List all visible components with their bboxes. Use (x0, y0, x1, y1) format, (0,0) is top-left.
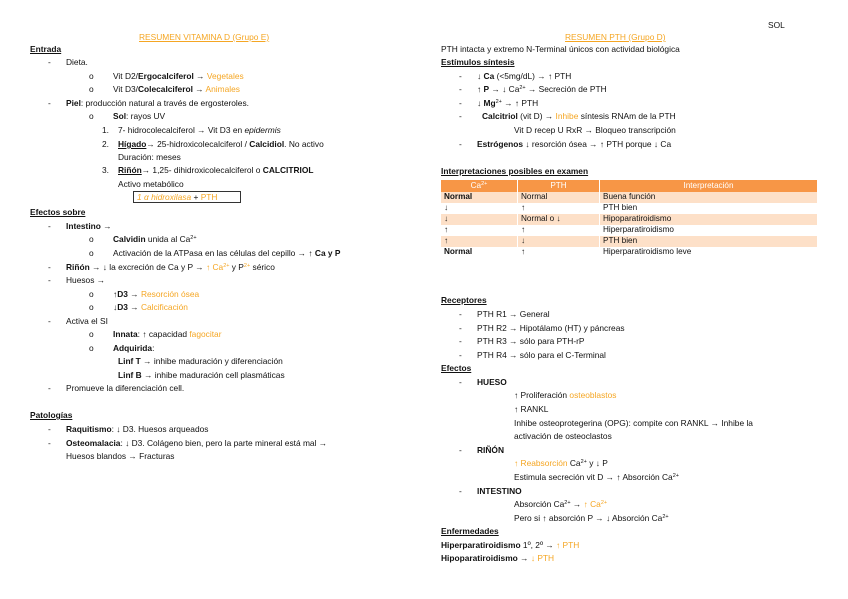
step-number: 2. (102, 139, 109, 149)
dash: - (459, 336, 462, 346)
estimulo-p: ↑ P → ↓ $Ca^{2+}$ → Secreción de PTH (477, 84, 607, 94)
step-number: 3. (102, 165, 109, 175)
atpasa-line: Activación de la ATPasa en las células del cepillo → ↑ Ca y P (113, 248, 341, 258)
step2-duration: Duración: meses (118, 152, 181, 162)
col-ca: $Ca^{2+}$ (441, 180, 518, 192)
rinon-reabsorcion: ↑ Reabsorción $Ca^{2+}$ y ↓ P (514, 458, 608, 468)
dash: - (48, 316, 51, 326)
bullet-o: o (89, 329, 94, 339)
intestino-line: Intestino → (66, 221, 112, 231)
efectos-heading: Efectos sobre (30, 207, 86, 217)
estimulo-ca: ↓ Ca (<5mg/dL) → ↑ PTH (477, 71, 572, 81)
entrada-heading: Entrada (30, 44, 62, 54)
promueve-line: Promueve la diferenciación cell. (66, 383, 185, 393)
interp-table (441, 180, 818, 258)
hiper-line: Hiperparatiroidismo 1º, 2º → ↑ PTH (441, 540, 580, 550)
dash: - (459, 323, 462, 333)
intestino-absorcion-p: Pero si ↑ absorción P → ↓ Absorción $Ca^{2+}$ (514, 513, 669, 523)
rinon-label: RIÑÓN (477, 445, 504, 455)
hidroxilasa-box: 1 α hidroxilasa + PTH (133, 191, 241, 203)
osteomalacia-line2: Huesos blandos → Fracturas (66, 451, 175, 461)
vitd2-line: Vit D2/Ergocalciferol → Vegetales (113, 71, 244, 81)
step-number: 1. (102, 125, 109, 135)
vitd-title: RESUMEN VITAMINA D (Grupo E) (139, 32, 270, 42)
dieta-text: Dieta. (66, 57, 88, 67)
vitd3-line: Vit D3/Colecalciferol → Animales (113, 84, 240, 94)
hueso-label: HUESO (477, 377, 507, 387)
bullet-o: o (89, 302, 94, 312)
bullet-o: o (89, 343, 94, 353)
huesos-line: Huesos → (66, 275, 106, 285)
hueso-rankl: ↑ RANKL (514, 404, 549, 414)
intestino-absorcion: Absorción $Ca^{2+}$ → ↑ $Ca^{2+}$ (514, 499, 608, 509)
bullet-o: o (89, 111, 94, 121)
estimulo-calcitriol-2: Vit D recep U RxR → Bloqueo transcripción (514, 125, 676, 135)
dash: - (459, 309, 462, 319)
receptores-heading: Receptores (441, 295, 487, 305)
step3-activo: Activo metabólico (118, 179, 184, 189)
hipo-line: Hipoparatiroidismo → ↓ PTH (441, 553, 555, 563)
dash: - (459, 377, 462, 387)
efectos-pth-heading: Efectos (441, 363, 472, 373)
piel-line: Piel: producción natural a través de ergosteroles. (66, 98, 249, 108)
table-row: ↑ ↑ Hiperparatiroidismo (441, 225, 818, 236)
pth-intro: PTH intacta y extremo N-Terminal únicos con actividad biológica (441, 44, 680, 54)
huesos-down-line: ↓D3 → Calcificación (113, 302, 188, 312)
bullet-o: o (89, 248, 94, 258)
hueso-opg-2: activación de osteoclastos (514, 431, 612, 441)
step3-line: Riñón→ 1,25- dihidroxicolecalciferol o CALCITRIOL (118, 165, 314, 175)
dash: - (48, 221, 51, 231)
patologias-heading: Patologías (30, 410, 73, 420)
table-row: Normal Normal Buena función (441, 192, 818, 203)
estimulo-estrogenos: Estrógenos ↓ resorción ósea → ↑ PTH porque ↓ Ca (477, 139, 672, 149)
table-row: Normal ↑ Hiperparatiroidismo leve (441, 247, 818, 258)
dash: - (48, 383, 51, 393)
rinon-line: Riñón → ↓ la excreción de Ca y P → ↑ $Ca^{2+}$ y $P^{2+}$ sérico (66, 262, 275, 272)
dash: - (459, 84, 462, 94)
col-interp: Interpretación (600, 180, 818, 192)
dash: - (48, 438, 51, 448)
hueso-opg: Inhibe osteoprotegerina (OPG): compite con RANKL → Inhibe la (514, 418, 753, 428)
linft-line: Linf T → inhibe maduración y diferenciación (118, 356, 283, 366)
receptor-r3: PTH R3 → sólo para PTH-rP (477, 336, 585, 346)
table-row: ↓ ↑ PTH bien (441, 203, 818, 214)
step1-line: 7- hidrocolecalciferol → Vit D3 en epidermis (118, 125, 281, 135)
rinon-vitd: Estimula secreción vit D → ↑ Absorción $Ca^{2+}$ (514, 472, 679, 482)
step2-line: Hígado→ 25-hidroxicolecalciferol / Calcidiol. No activo (118, 139, 324, 149)
dash: - (459, 350, 462, 360)
estimulo-mg: ↓ $Mg^{2+}$ → ↑ PTH (477, 98, 539, 108)
corner-label: SOL (768, 20, 785, 30)
bullet-o: o (89, 84, 94, 94)
innata-line: Innata: ↑ capacidad fagocitar (113, 329, 222, 339)
adquirida-line: Adquirida: (113, 343, 155, 353)
pth-title: RESUMEN PTH (Grupo D) (565, 32, 666, 42)
osteomalacia-line: Osteomalacia: ↓ D3. Colágeno bien, pero la parte mineral está mal → (66, 438, 328, 448)
bullet-o: o (89, 234, 94, 244)
si-line: Activa el SI (66, 316, 108, 326)
dash: - (48, 98, 51, 108)
calvidin-line: Calvidin unida al $Ca^{2+}$ (113, 234, 197, 244)
estimulo-calcitriol: Calcitriol (vit D) → Inhibe síntesis RNAm de la PTH (482, 111, 676, 121)
receptor-r2: PTH R2 → Hipotálamo (HT) y páncreas (477, 323, 625, 333)
interp-heading: Interpretaciones posibles en examen (441, 166, 589, 176)
table-row: ↓ Normal o ↓ Hipoparatiroidismo (441, 214, 818, 225)
dash: - (48, 57, 51, 67)
receptor-r1: PTH R1 → General (477, 309, 550, 319)
dash: - (48, 262, 51, 272)
interp-header-row (441, 180, 818, 192)
dash: - (459, 139, 462, 149)
dash: - (48, 275, 51, 285)
bullet-o: o (89, 71, 94, 81)
sol-line: Sol: rayos UV (113, 111, 166, 121)
receptor-r4: PTH R4 → sólo para el C-Terminal (477, 350, 606, 360)
dash: - (459, 445, 462, 455)
intestino-label: INTESTINO (477, 486, 522, 496)
col-pth: PTH (518, 180, 600, 192)
enfermedades-heading: Enfermedades (441, 526, 499, 536)
estimulos-heading: Estímulos síntesis (441, 57, 515, 67)
dash: - (459, 71, 462, 81)
huesos-up-line: ↑D3 → Resorción ósea (113, 289, 200, 299)
linfb-line: Linf B → inhibe maduración cell plasmáticas (118, 370, 285, 380)
raquitismo-line: Raquitismo: ↓ D3. Huesos arqueados (66, 424, 209, 434)
dash: - (459, 98, 462, 108)
bullet-o: o (89, 289, 94, 299)
dash: - (459, 486, 462, 496)
dash: - (459, 111, 462, 121)
table-row: ↑ ↓ PTH bien (441, 236, 818, 247)
dash: - (48, 424, 51, 434)
hueso-proliferacion: ↑ Proliferación osteoblastos (514, 390, 617, 400)
